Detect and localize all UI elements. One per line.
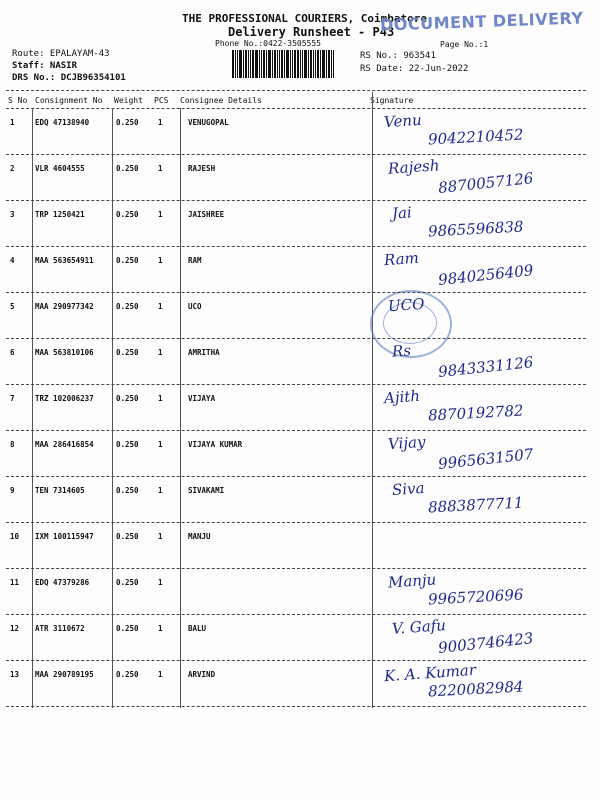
handwritten-signature: V. Gafu xyxy=(391,616,447,638)
barcode-bar xyxy=(239,50,242,78)
consignment-number: TRZ 102006237 xyxy=(35,394,94,403)
consignee-name: AMRITHA xyxy=(188,348,220,357)
weight: 0.250 xyxy=(116,624,139,633)
weight: 0.250 xyxy=(116,118,139,127)
handwritten-phone: 9965720696 xyxy=(427,585,524,609)
handwritten-signature: K. A. Kumar xyxy=(383,660,477,686)
header-bottom-rule xyxy=(6,108,586,109)
row-divider xyxy=(6,292,586,293)
consignee-name: BALU xyxy=(188,624,207,633)
barcode-bar xyxy=(322,50,325,78)
consignee-name: ARVIND xyxy=(188,670,216,679)
col-header-weight: Weight xyxy=(114,96,143,105)
pieces: 1 xyxy=(158,302,163,311)
barcode-bar xyxy=(320,50,321,78)
barcode xyxy=(232,50,356,78)
row-divider xyxy=(6,430,586,431)
weight: 0.250 xyxy=(116,486,139,495)
barcode-bar xyxy=(317,50,319,78)
consignee-name: RAJESH xyxy=(188,164,216,173)
row-divider xyxy=(6,384,586,385)
barcode-bar xyxy=(326,50,327,78)
handwritten-signature: UCO xyxy=(387,294,426,316)
row-sno: 1 xyxy=(10,118,15,127)
barcode-bar xyxy=(300,50,301,78)
weight: 0.250 xyxy=(116,578,139,587)
handwritten-signature: Rs xyxy=(391,341,412,361)
handwritten-signature: Siva xyxy=(391,478,426,500)
barcode-bar xyxy=(250,50,251,78)
col-header-signature: Signature xyxy=(370,96,414,105)
header-top-rule xyxy=(6,90,586,91)
company-name: THE PROFESSIONAL COURIERS, Coimbatore xyxy=(182,12,428,25)
barcode-bar xyxy=(248,50,249,78)
row-divider xyxy=(6,522,586,523)
pieces: 1 xyxy=(158,440,163,449)
barcode-bar xyxy=(304,50,307,78)
consignment-number: TRP 1250421 xyxy=(35,210,85,219)
row-divider xyxy=(6,246,586,247)
consignment-number: MAA 286416854 xyxy=(35,440,94,449)
barcode-bar xyxy=(252,50,254,78)
weight: 0.250 xyxy=(116,302,139,311)
col-header-consignment: Consignment No xyxy=(35,96,103,105)
barcode-bar xyxy=(331,50,332,78)
col-header-consignee: Consignee Details xyxy=(180,96,262,105)
barcode-bar xyxy=(272,50,273,78)
row-sno: 11 xyxy=(10,578,20,587)
consignment-number: EDQ 47138940 xyxy=(35,118,90,127)
barcode-bar xyxy=(290,50,291,78)
runsheet-title: Delivery Runsheet - P43 xyxy=(228,25,395,39)
handwritten-phone: 8883877711 xyxy=(427,493,524,517)
consignee-name: JAISHREE xyxy=(188,210,225,219)
barcode-bar xyxy=(232,50,234,78)
col-header-sno: S No xyxy=(8,96,28,105)
row-sno: 8 xyxy=(10,440,15,449)
consignee-name: RAM xyxy=(188,256,202,265)
stamp-text: DOCUMENT DELIVERY xyxy=(379,8,584,35)
handwritten-phone: 9003746423 xyxy=(437,629,535,657)
row-divider xyxy=(6,660,586,661)
barcode-bar xyxy=(266,50,267,78)
consignee-name: SIVAKAMI xyxy=(188,486,225,495)
weight: 0.250 xyxy=(116,440,139,449)
handwritten-phone: 9865596838 xyxy=(427,217,524,241)
barcode-bar xyxy=(274,50,276,78)
handwritten-signature: Ram xyxy=(383,248,420,270)
row-sno: 13 xyxy=(10,670,20,679)
weight: 0.250 xyxy=(116,164,139,173)
row-sno: 12 xyxy=(10,624,20,633)
weight: 0.250 xyxy=(116,348,139,357)
pieces: 1 xyxy=(158,532,163,541)
barcode-bar xyxy=(259,50,260,78)
consignment-number: MAA 290789195 xyxy=(35,670,94,679)
row-sno: 2 xyxy=(10,164,15,173)
consignment-number: ATR 3110672 xyxy=(35,624,85,633)
pieces: 1 xyxy=(158,164,163,173)
rs-date: RS Date: 22-Jun-2022 xyxy=(360,64,469,74)
handwritten-signature: Ajith xyxy=(383,386,421,408)
barcode-bar xyxy=(333,50,334,78)
barcode-bar xyxy=(279,50,280,78)
barcode-bar xyxy=(255,50,258,78)
handwritten-phone: 8870192782 xyxy=(427,401,524,425)
weight: 0.250 xyxy=(116,532,139,541)
staff: Staff: NASIR xyxy=(12,61,78,71)
consignee-name: VENUGOPAL xyxy=(188,118,229,127)
row-divider xyxy=(6,614,586,615)
barcode-bar xyxy=(243,50,244,78)
consignment-number: IXM 100115947 xyxy=(35,532,94,541)
weight: 0.250 xyxy=(116,670,139,679)
pieces: 1 xyxy=(158,256,163,265)
consignee-name: UCO xyxy=(188,302,202,311)
barcode-bar xyxy=(302,50,303,78)
row-sno: 3 xyxy=(10,210,15,219)
barcode-bar xyxy=(328,50,330,78)
barcode-bar xyxy=(313,50,314,78)
handwritten-phone: 8870057126 xyxy=(437,169,535,197)
barcode-bar xyxy=(292,50,293,78)
barcode-bar xyxy=(284,50,285,78)
handwritten-phone: 8220082984 xyxy=(427,677,524,701)
document-delivery-stamp xyxy=(379,8,584,35)
barcode-bar xyxy=(261,50,262,78)
handwritten-signature: Vijay xyxy=(387,432,427,454)
handwritten-signature: Rajesh xyxy=(387,156,441,178)
barcode-bar xyxy=(268,50,271,78)
handwritten-phone: 9965631507 xyxy=(437,445,535,473)
handwritten-phone: 9840256409 xyxy=(437,261,535,289)
row-divider xyxy=(6,154,586,155)
barcode-bar xyxy=(263,50,265,78)
row-sno: 9 xyxy=(10,486,15,495)
barcode-bar xyxy=(277,50,278,78)
consignment-number: VLR 4604555 xyxy=(35,164,85,173)
barcode-bar xyxy=(286,50,289,78)
column-divider xyxy=(32,108,33,708)
row-sno: 10 xyxy=(10,532,20,541)
page-number: Page No.:1 xyxy=(440,40,489,49)
pieces: 1 xyxy=(158,486,163,495)
row-sno: 7 xyxy=(10,394,15,403)
pieces: 1 xyxy=(158,624,163,633)
consignment-number: MAA 563654911 xyxy=(35,256,94,265)
consignee-name: MANJU xyxy=(188,532,211,541)
barcode-bar xyxy=(281,50,283,78)
handwritten-signature: Manju xyxy=(387,570,437,592)
row-divider xyxy=(6,476,586,477)
weight: 0.250 xyxy=(116,210,139,219)
pieces: 1 xyxy=(158,394,163,403)
pieces: 1 xyxy=(158,210,163,219)
barcode-bar xyxy=(237,50,238,78)
row-divider xyxy=(6,706,586,707)
pieces: 1 xyxy=(158,348,163,357)
row-sno: 4 xyxy=(10,256,15,265)
row-divider xyxy=(6,200,586,201)
barcode-bar xyxy=(308,50,309,78)
handwritten-phone: 9042210452 xyxy=(427,125,524,149)
route: Route: EPALAYAM-43 xyxy=(12,49,110,59)
barcode-bar xyxy=(315,50,316,78)
drs-number: DRS No.: DCJB96354101 xyxy=(12,73,126,83)
row-divider xyxy=(6,338,586,339)
consignment-number: MAA 290977342 xyxy=(35,302,94,311)
consignee-name: VIJAYA xyxy=(188,394,216,403)
column-divider xyxy=(180,108,181,708)
phone-number: Phone No.:0422-3505555 xyxy=(215,39,321,48)
barcode-bar xyxy=(297,50,299,78)
consignment-number: EDQ 47379286 xyxy=(35,578,90,587)
handwritten-signature: Jai xyxy=(391,203,413,223)
column-divider xyxy=(112,108,113,708)
consignee-name: VIJAYA KUMAR xyxy=(188,440,243,449)
consignment-number: TEN 7314605 xyxy=(35,486,85,495)
handwritten-phone: 9843331126 xyxy=(437,353,535,381)
handwritten-signature: Venu xyxy=(383,110,423,132)
row-divider xyxy=(6,568,586,569)
barcode-bar xyxy=(310,50,312,78)
weight: 0.250 xyxy=(116,256,139,265)
pieces: 1 xyxy=(158,578,163,587)
column-divider xyxy=(372,92,373,708)
rs-number: RS No.: 963541 xyxy=(360,51,436,61)
barcode-bar xyxy=(294,50,296,78)
weight: 0.250 xyxy=(116,394,139,403)
barcode-bar xyxy=(245,50,247,78)
barcode-bar xyxy=(235,50,236,78)
col-header-pcs: PCS xyxy=(154,96,169,105)
consignment-number: MAA 563810106 xyxy=(35,348,94,357)
row-sno: 5 xyxy=(10,302,15,311)
row-sno: 6 xyxy=(10,348,15,357)
pieces: 1 xyxy=(158,118,163,127)
pieces: 1 xyxy=(158,670,163,679)
